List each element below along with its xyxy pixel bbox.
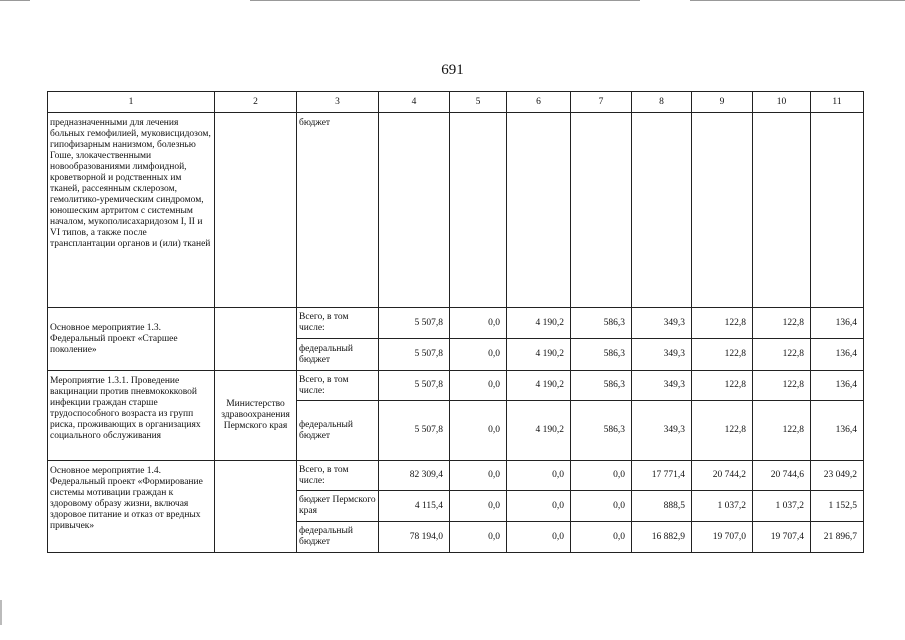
col-header: 6 [507, 92, 571, 113]
value-cell: 19 707,0 [692, 522, 753, 553]
col-header: 11 [811, 92, 864, 113]
value-cell: 136,4 [811, 401, 864, 461]
value-cell: 4 190,2 [507, 371, 571, 401]
measure-name: Основное мероприятие 1.3. Федеральный проект «Старшее поколение» [48, 308, 215, 371]
value-cell: 136,4 [811, 371, 864, 401]
value-cell: 122,8 [753, 371, 811, 401]
executor-cell: Министерство здравоохранения Пермского края [215, 371, 297, 461]
value-cell: 0,0 [450, 461, 507, 491]
funding-source: Всего, в том числе: [297, 308, 379, 339]
value-cell: 349,3 [632, 339, 692, 371]
scan-edge-top-right [690, 0, 905, 1]
funding-source: бюджет [297, 113, 379, 308]
funding-source: бюджет Пермского края [297, 491, 379, 522]
value-cell [692, 113, 753, 308]
header-row [48, 92, 864, 113]
program-table [47, 91, 864, 553]
value-cell: 122,8 [753, 308, 811, 339]
value-cell: 4 190,2 [507, 401, 571, 461]
col-header: 3 [297, 92, 379, 113]
col-header: 7 [571, 92, 632, 113]
col-header: 10 [753, 92, 811, 113]
value-cell: 122,8 [692, 401, 753, 461]
value-cell: 23 049,2 [811, 461, 864, 491]
value-cell: 5 507,8 [379, 371, 450, 401]
measure-name: Основное мероприятие 1.4. Федеральный проект «Формирование системы мотивации граждан к здоровому образу жизни, включая здоровое питание и отказ от вредных привычек» [48, 461, 215, 553]
value-cell: 122,8 [753, 401, 811, 461]
value-cell [571, 113, 632, 308]
value-cell: 122,8 [692, 339, 753, 371]
measure-name: предназначенными для лечения больных гемофилией, муковисцидозом, гипофизарным нанизмом, болезнью Гоше, злокачественными новообразованиями лимфоидной, кроветворной и родственных им тканей, рассеянным склерозом, гемолитико-уремическим синдромом, юношеским артритом с системным началом, мукополисахаридозом I, II и VI типов, а также после трансплантации органов и (или) тканей [48, 113, 215, 308]
table-row [48, 113, 864, 308]
value-cell: 586,3 [571, 371, 632, 401]
value-cell: 0,0 [450, 522, 507, 553]
value-cell: 20 744,6 [753, 461, 811, 491]
value-cell [379, 113, 450, 308]
value-cell: 586,3 [571, 339, 632, 371]
value-cell: 5 507,8 [379, 339, 450, 371]
funding-source: федеральный бюджет [297, 522, 379, 553]
value-cell: 0,0 [507, 461, 571, 491]
value-cell: 16 882,9 [632, 522, 692, 553]
value-cell: 0,0 [571, 522, 632, 553]
executor-cell [215, 113, 297, 308]
value-cell: 1 152,5 [811, 491, 864, 522]
value-cell: 82 309,4 [379, 461, 450, 491]
value-cell: 5 507,8 [379, 401, 450, 461]
value-cell: 0,0 [450, 491, 507, 522]
value-cell: 122,8 [692, 371, 753, 401]
value-cell: 17 771,4 [632, 461, 692, 491]
value-cell: 349,3 [632, 401, 692, 461]
col-header: 4 [379, 92, 450, 113]
value-cell: 0,0 [450, 339, 507, 371]
value-cell: 0,0 [571, 491, 632, 522]
funding-source: федеральный бюджет [297, 401, 379, 461]
page-number: 691 [441, 62, 464, 78]
value-cell: 1 037,2 [753, 491, 811, 522]
value-cell: 20 744,2 [692, 461, 753, 491]
executor-cell [215, 461, 297, 553]
value-cell: 136,4 [811, 339, 864, 371]
value-cell: 349,3 [632, 308, 692, 339]
value-cell: 19 707,4 [753, 522, 811, 553]
value-cell: 1 037,2 [692, 491, 753, 522]
value-cell: 586,3 [571, 308, 632, 339]
value-cell [507, 113, 571, 308]
measure-name: Мероприятие 1.3.1. Проведение вакцинации против пневмококковой инфекции граждан старше трудоспособного возраста из групп риска, проживающих в организациях социального обслуживания [48, 371, 215, 461]
scan-edge-left-mark [0, 600, 2, 625]
value-cell: 4 190,2 [507, 339, 571, 371]
scan-edge-top-center [250, 0, 640, 1]
value-cell: 0,0 [450, 308, 507, 339]
value-cell: 122,8 [692, 308, 753, 339]
value-cell: 0,0 [450, 401, 507, 461]
value-cell [811, 113, 864, 308]
col-header: 8 [632, 92, 692, 113]
value-cell: 78 194,0 [379, 522, 450, 553]
col-header: 9 [692, 92, 753, 113]
col-header: 1 [48, 92, 215, 113]
table-row [48, 461, 864, 491]
value-cell: 0,0 [507, 522, 571, 553]
value-cell: 5 507,8 [379, 308, 450, 339]
scan-edge-top-left [0, 0, 30, 1]
funding-source: Всего, в том числе: [297, 371, 379, 401]
executor-cell [215, 308, 297, 371]
value-cell: 0,0 [507, 491, 571, 522]
value-cell: 349,3 [632, 371, 692, 401]
col-header: 5 [450, 92, 507, 113]
value-cell: 136,4 [811, 308, 864, 339]
value-cell [450, 113, 507, 308]
value-cell [753, 113, 811, 308]
value-cell: 0,0 [571, 461, 632, 491]
col-header: 2 [215, 92, 297, 113]
table-row [48, 308, 864, 339]
funding-source: федеральный бюджет [297, 339, 379, 371]
value-cell: 4 190,2 [507, 308, 571, 339]
table-row [48, 371, 864, 401]
value-cell: 0,0 [450, 371, 507, 401]
funding-source: Всего, в том числе: [297, 461, 379, 491]
value-cell: 122,8 [753, 339, 811, 371]
value-cell: 888,5 [632, 491, 692, 522]
value-cell: 21 896,7 [811, 522, 864, 553]
value-cell [632, 113, 692, 308]
value-cell: 586,3 [571, 401, 632, 461]
value-cell: 4 115,4 [379, 491, 450, 522]
